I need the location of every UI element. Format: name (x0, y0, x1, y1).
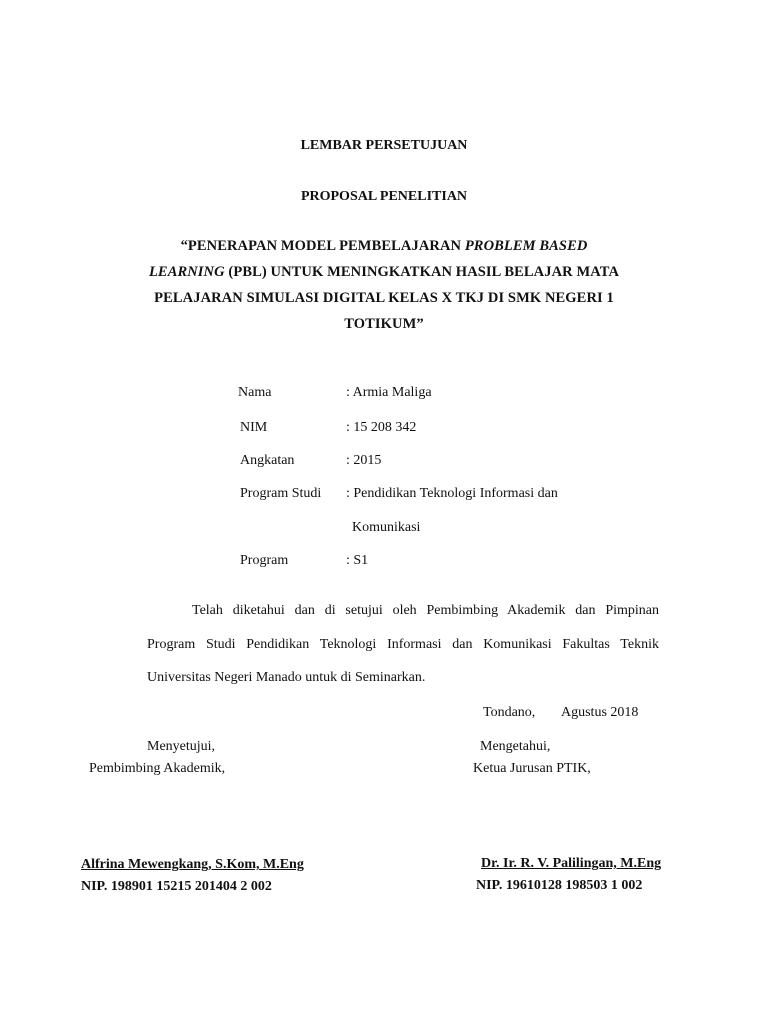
field-value-nim: : 15 208 342 (346, 420, 417, 435)
paragraph-line-2: Program Studi Pendidikan Teknologi Informasi dan Komunikasi Fakultas Teknik (147, 637, 659, 652)
title-line-1-italic: PROBLEM BASED (464, 238, 588, 254)
place: Tondano, (483, 705, 536, 720)
field-label-program: Program (240, 553, 289, 568)
field-value-program-studi: : Pendidikan Teknologi Informasi dan (346, 486, 558, 501)
acknowledger-role: Mengetahui, (480, 739, 551, 754)
document-type: PROPOSAL PENELITIAN (300, 189, 468, 204)
field-value-program: : S1 (346, 553, 369, 568)
field-value-program-studi-cont: Komunikasi (352, 520, 421, 535)
field-value-angkatan: : 2015 (346, 453, 382, 468)
title-line-3: PELAJARAN SIMULASI DIGITAL KELAS X TKJ DI SMK NEGERI 1 (154, 290, 614, 306)
acknowledger-title: Ketua Jurusan PTIK, (473, 761, 591, 776)
field-value-nama: : Armia Maliga (346, 385, 432, 400)
sheet-title: LEMBAR PERSETUJUAN (300, 138, 468, 153)
paragraph-line-1: Telah diketahui dan di setujui oleh Pembimbing Akademik dan Pimpinan (192, 603, 659, 618)
field-label-angkatan: Angkatan (240, 453, 295, 468)
acknowledger-name: Dr. Ir. R. V. Palilingan, M.Eng (481, 856, 662, 871)
title-line-2-italic: LEARNING (148, 264, 225, 280)
field-label-nama: Nama (238, 385, 272, 400)
title-line-4: TOTIKUM” (344, 316, 424, 332)
paragraph-line-3: Universitas Negeri Manado untuk di Seminarkan. (147, 670, 426, 685)
date: Agustus 2018 (561, 705, 639, 720)
field-label-nim: NIM (240, 420, 268, 435)
title-line-1 (0, 238, 768, 255)
approver-role: Menyetujui, (147, 739, 216, 754)
title-line-1-text: “PENERAPAN MODEL PEMBELAJARAN (180, 238, 465, 254)
acknowledger-nip: NIP. 19610128 198503 1 002 (476, 878, 643, 893)
approver-nip: NIP. 198901 15215 201404 2 002 (81, 879, 272, 894)
approver-name: Alfrina Mewengkang, S.Kom, M.Eng (81, 857, 304, 872)
title-line-2-text: (PBL) UNTUK MENINGKATKAN HASIL BELAJAR MATA (224, 264, 620, 280)
title-line-2 (0, 264, 768, 281)
approver-title: Pembimbing Akademik, (89, 761, 226, 776)
field-label-program-studi: Program Studi (240, 486, 322, 501)
